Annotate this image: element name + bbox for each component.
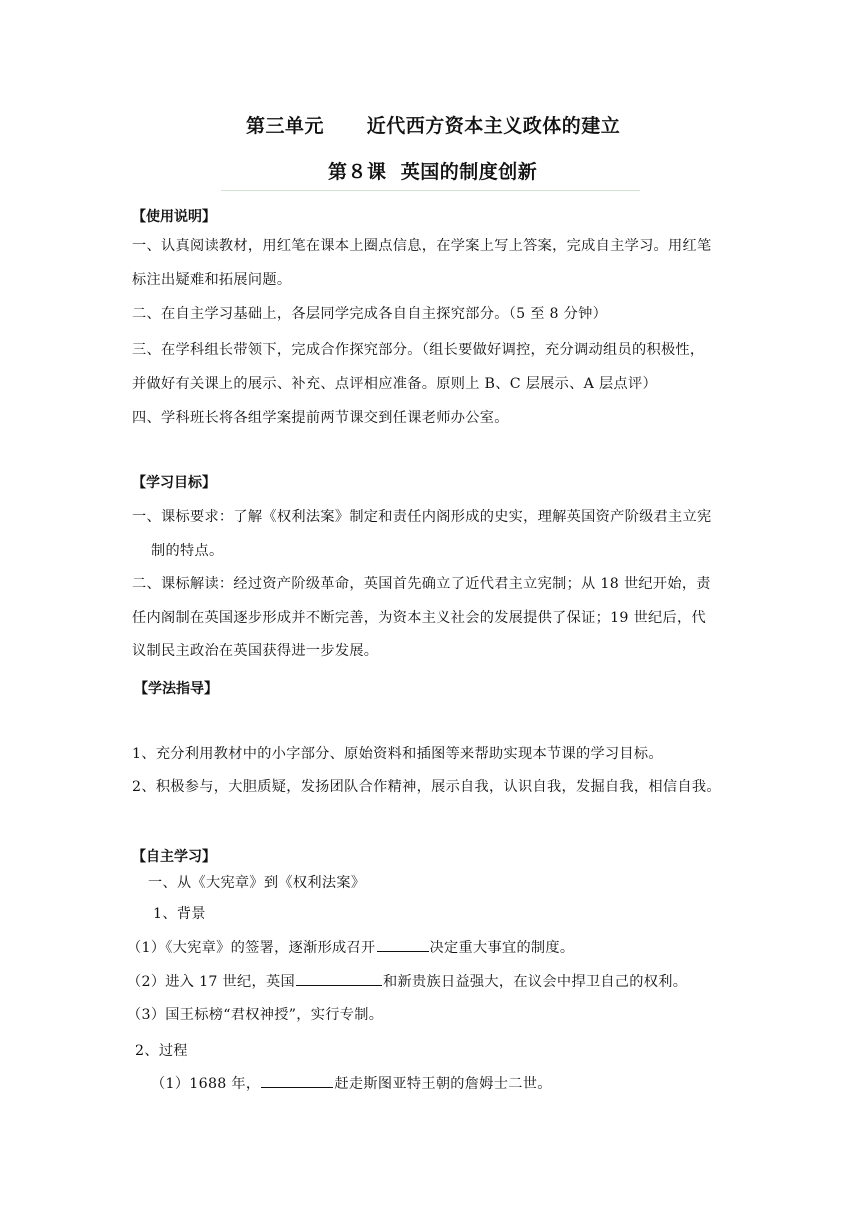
question-4-suffix: 赶走斯图亚特王朝的詹姆士二世。 bbox=[334, 1076, 552, 1092]
method-line-1: 1、充分利用教材中的小字部分、原始资料和插图等来帮助实现本节课的学习目标。 bbox=[132, 746, 663, 762]
unit-title: 第三单元 近代西方资本主义政体的建立 bbox=[246, 115, 621, 137]
answer-blank-2[interactable] bbox=[296, 971, 382, 986]
question-2-suffix: 和新贵族日益强大，在议会中捍卫自己的权利。 bbox=[383, 974, 688, 990]
usage-line-3: 三、在学科组长带领下，完成合作探究部分。（组长要做好调控，充分调动组员的积极性， bbox=[132, 342, 705, 358]
goals-heading: 【学习目标】 bbox=[132, 475, 216, 491]
goals-line-2c: 议制民主政治在英国获得进一步发展。 bbox=[132, 643, 379, 659]
goals-line-1: 一、课标要求：了解《权利法案》制定和责任内阁形成的史实，理解英国资产阶级君主立宪 bbox=[132, 509, 712, 525]
goals-line-2: 二、课标解读：经过资产阶级革命，英国首先确立了近代君主立宪制；从 18 世纪开始，责 bbox=[132, 576, 711, 592]
goals-line-2b: 任内阁制在英国逐步形成并不断完善，为资本主义社会的发展提供了保证；19 世纪后，代 bbox=[132, 610, 706, 626]
question-2 bbox=[127, 971, 687, 991]
self-study-sub-2: 2、过程 bbox=[135, 1043, 188, 1059]
question-4 bbox=[151, 1073, 552, 1093]
usage-line-4: 四、学科班长将各组学案提前两节课交到任课老师办公室。 bbox=[132, 410, 509, 426]
lesson-title: 第８课 英国的制度创新 bbox=[328, 161, 538, 183]
usage-heading: 【使用说明】 bbox=[132, 209, 216, 225]
self-study-heading: 【自主学习】 bbox=[132, 849, 216, 865]
self-study-sub-1: 1、背景 bbox=[153, 906, 206, 922]
usage-line-1b: 标注出疑难和拓展问题。 bbox=[132, 272, 292, 288]
usage-line-2: 二、在自主学习基础上，各层同学完成各自自主探究部分。（5 至 8 分钟） bbox=[132, 306, 608, 322]
method-heading: 【学法指导】 bbox=[134, 681, 218, 697]
question-1 bbox=[127, 937, 574, 957]
method-line-2: 2、积极参与，大胆质疑，发扬团队合作精神，展示自我，认识自我，发掘自我，相信自我。 bbox=[132, 779, 721, 795]
question-2-prefix: （2）进入 17 世纪，英国 bbox=[127, 974, 295, 990]
title-divider bbox=[221, 190, 640, 191]
question-3: （3）国王标榜“君权神授”，实行专制。 bbox=[127, 1007, 384, 1023]
question-1-suffix: 决定重大事宜的制度。 bbox=[429, 940, 575, 956]
answer-blank-1[interactable] bbox=[377, 937, 429, 952]
answer-blank-4[interactable] bbox=[261, 1073, 333, 1088]
usage-line-1: 一、认真阅读教材，用红笔在课本上圈点信息，在学案上写上答案，完成自主学习。用红笔 bbox=[132, 238, 712, 254]
question-4-prefix: （1）1688 年， bbox=[151, 1076, 261, 1092]
usage-line-3b: 并做好有关课上的展示、补充、点评相应准备。原则上 B、C 层展示、A 层点评） bbox=[132, 376, 657, 392]
goals-line-1b: 制的特点。 bbox=[151, 543, 224, 559]
self-study-part-1: 一、从《大宪章》到《权利法案》 bbox=[148, 875, 366, 891]
question-1-prefix: （1）《大宪章》的签署，逐渐形成召开 bbox=[127, 940, 376, 956]
